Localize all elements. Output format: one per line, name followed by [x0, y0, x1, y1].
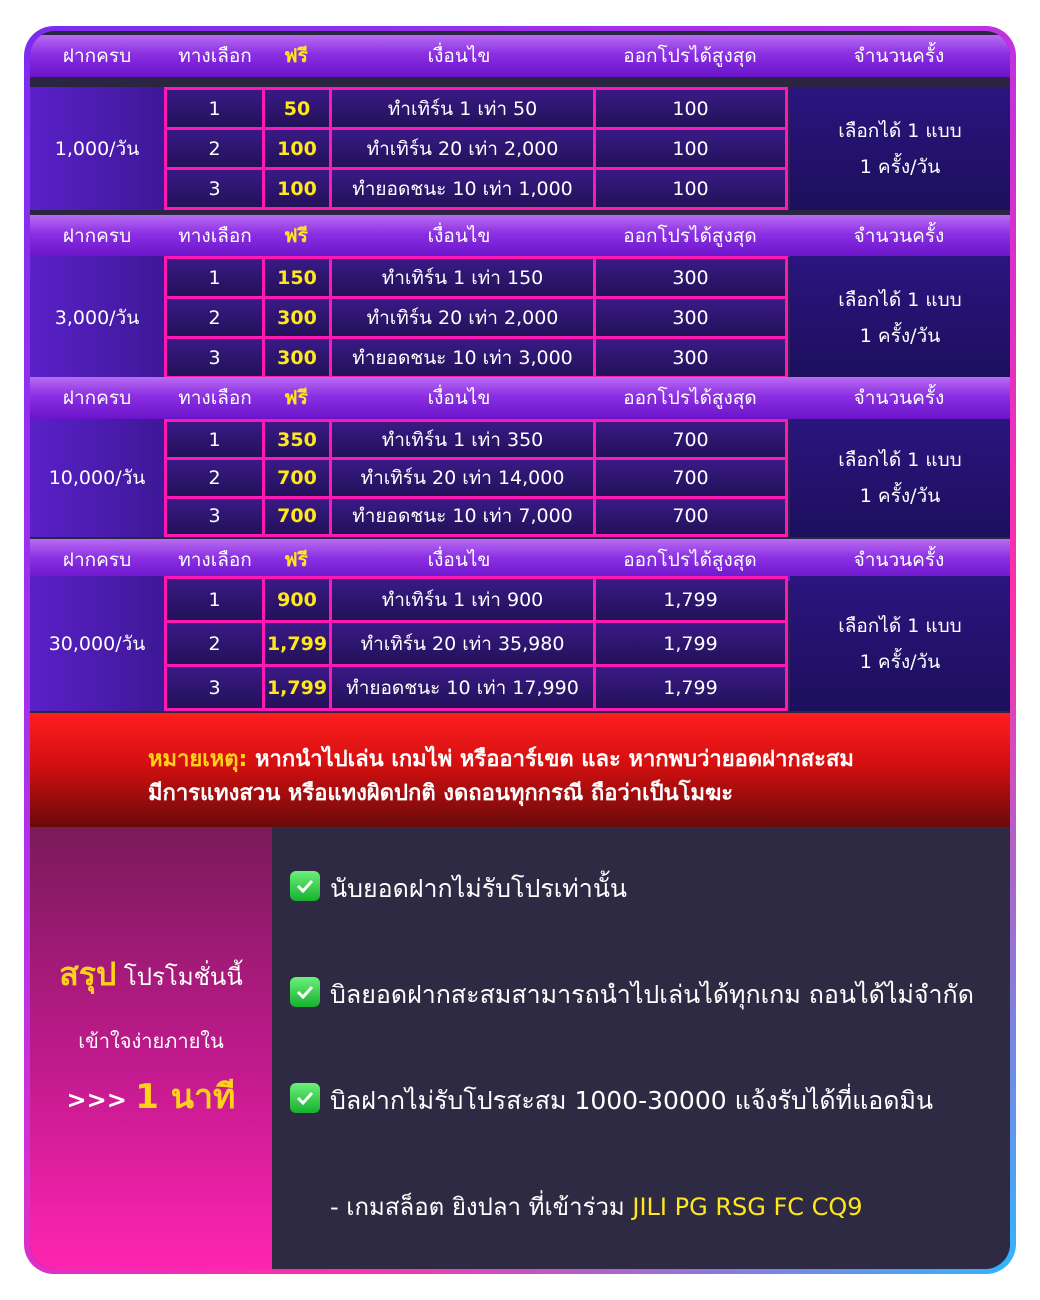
- header-condition: เงื่อนไข: [427, 225, 491, 247]
- times-cell: [790, 419, 1010, 537]
- deposit-amount: 30,000/วัน: [30, 576, 164, 711]
- cell-condition: ทำยอดชนะ 10 เท่า 3,000: [332, 339, 593, 376]
- table-header: [30, 377, 1010, 419]
- cell-max: 700: [596, 460, 785, 495]
- games-prefix: - เกมสล็อต ยิงปลา ที่เข้าร่วม: [330, 1193, 633, 1221]
- cell-max: 100: [596, 170, 785, 207]
- tier-block: [30, 256, 1010, 379]
- option-rows: [164, 87, 788, 210]
- header-max_withdraw: ออกโปรได้สูงสุด: [623, 387, 757, 409]
- cell-max: 1,799: [596, 623, 785, 664]
- cell-max: 700: [596, 422, 785, 457]
- header-option: ทางเลือก: [178, 549, 252, 571]
- table-row: [164, 299, 788, 333]
- cell-option: 3: [167, 339, 262, 376]
- cell-free: 150: [265, 259, 329, 296]
- times-line-1: เลือกได้ 1 แบบ: [838, 449, 962, 471]
- header-option: ทางเลือก: [178, 45, 252, 67]
- header-option: ทางเลือก: [178, 387, 252, 409]
- cell-option: 1: [167, 579, 262, 620]
- cell-max: 300: [596, 259, 785, 296]
- cell-free: 300: [265, 299, 329, 336]
- cell-condition: ทำเทิร์น 1 เท่า 900: [332, 579, 593, 620]
- times-line-2: 1 ครั้ง/วัน: [859, 650, 941, 673]
- promo-frame: [24, 26, 1016, 1274]
- check-item-3: บิลฝากไม่รับโปรสะสม 1000-30000 แจ้งรับได้ที่แอดมิน: [330, 1086, 934, 1115]
- cell-free: 900: [265, 579, 329, 620]
- promo-panel: [30, 31, 1010, 1269]
- summary-time: [30, 1069, 272, 1123]
- check-icon: [290, 977, 320, 1007]
- cell-max: 100: [596, 90, 785, 127]
- cell-option: 1: [167, 259, 262, 296]
- summary-panel: [30, 827, 272, 1269]
- summary-time-value: 1 นาที: [135, 1077, 236, 1117]
- cell-option: 3: [167, 667, 262, 708]
- cell-max: 1,799: [596, 579, 785, 620]
- table-row: [164, 259, 788, 293]
- cell-max: 100: [596, 130, 785, 167]
- header-free: ฟรี: [284, 387, 308, 409]
- cell-max: 300: [596, 339, 785, 376]
- cell-condition: ทำยอดชนะ 10 เท่า 17,990: [332, 667, 593, 708]
- header-times: จำนวนครั้ง: [853, 549, 945, 571]
- cell-free: 700: [265, 460, 329, 495]
- table-row: [164, 339, 788, 373]
- times-line-2: 1 ครั้ง/วัน: [859, 324, 941, 347]
- cell-condition: ทำยอดชนะ 10 เท่า 7,000: [332, 499, 593, 534]
- times-line-1: เลือกได้ 1 แบบ: [838, 288, 962, 311]
- check-item-1: นับยอดฝากไม่รับโปรเท่านั้น: [330, 874, 627, 903]
- cell-option: 2: [167, 623, 262, 664]
- check-item-2: บิลยอดฝากสะสมสามารถนำไปเล่นได้ทุกเกม ถอนได้ไม่จำกัด: [330, 980, 974, 1009]
- deposit-amount: 3,000/วัน: [30, 256, 164, 379]
- header-free: ฟรี: [284, 225, 308, 247]
- check-icon: [290, 1083, 320, 1113]
- header-times: จำนวนครั้ง: [853, 387, 945, 409]
- cell-condition: ทำเทิร์น 20 เท่า 2,000: [332, 299, 593, 336]
- cell-option: 1: [167, 422, 262, 457]
- table-header: [30, 539, 1010, 581]
- summary-arrows: >>>: [66, 1086, 136, 1114]
- header-free: ฟรี: [284, 549, 308, 571]
- header-max_withdraw: ออกโปรได้สูงสุด: [623, 225, 757, 247]
- cell-condition: ทำเทิร์น 1 เท่า 350: [332, 422, 593, 457]
- cell-free: 100: [265, 130, 329, 167]
- header-deposit: ฝากครบ: [62, 225, 132, 247]
- tier-block: [30, 87, 1010, 210]
- table-row: [164, 667, 788, 701]
- header-deposit: ฝากครบ: [62, 387, 132, 409]
- cell-option: 2: [167, 130, 262, 167]
- cell-condition: ทำยอดชนะ 10 เท่า 1,000: [332, 170, 593, 207]
- cell-free: 1,799: [265, 667, 329, 708]
- times-cell: [790, 256, 1010, 379]
- cell-condition: ทำเทิร์น 20 เท่า 35,980: [332, 623, 593, 664]
- cell-free: 300: [265, 339, 329, 376]
- tier-block: [30, 576, 1010, 711]
- cell-condition: ทำเทิร์น 20 เท่า 2,000: [332, 130, 593, 167]
- note-line-2: มีการแทงสวน หรือแทงผิดปกติ งดถอนทุกกรณี ถือว่าเป็นโมฆะ: [148, 781, 734, 806]
- check-list: [272, 827, 1010, 1269]
- header-deposit: ฝากครบ: [62, 45, 132, 67]
- header-condition: เงื่อนไข: [427, 549, 491, 571]
- summary-subtitle: เข้าใจง่ายภายใน: [78, 1029, 224, 1053]
- times-cell: [790, 87, 1010, 210]
- table-header: [30, 35, 1010, 77]
- option-rows: [164, 256, 788, 379]
- cell-option: 3: [167, 499, 262, 534]
- cell-condition: ทำเทิร์น 20 เท่า 14,000: [332, 460, 593, 495]
- table-header: [30, 215, 1010, 257]
- tier-block: [30, 419, 1010, 537]
- table-row: [164, 90, 788, 124]
- cell-free: 100: [265, 170, 329, 207]
- table-row: [164, 422, 788, 456]
- cell-condition: ทำเทิร์น 1 เท่า 150: [332, 259, 593, 296]
- deposit-amount: 10,000/วัน: [30, 419, 164, 537]
- option-rows: [164, 576, 788, 711]
- times-cell: [790, 576, 1010, 711]
- cell-free: 1,799: [265, 623, 329, 664]
- table-row: [164, 499, 788, 533]
- table-row: [164, 623, 788, 657]
- deposit-amount: 1,000/วัน: [30, 87, 164, 210]
- cell-option: 3: [167, 170, 262, 207]
- header-condition: เงื่อนไข: [427, 45, 491, 67]
- option-rows: [164, 419, 788, 537]
- table-row: [164, 170, 788, 204]
- times-line-1: เลือกได้ 1 แบบ: [838, 119, 962, 142]
- times-line-1: เลือกได้ 1 แบบ: [838, 614, 962, 637]
- header-times: จำนวนครั้ง: [853, 225, 945, 247]
- table-row: [164, 579, 788, 613]
- cell-free: 350: [265, 422, 329, 457]
- check-icon: [290, 871, 320, 901]
- note-line-1: [148, 741, 854, 776]
- header-times: จำนวนครั้ง: [853, 45, 945, 67]
- summary-title-rest: โปรโมชั่นนี้: [116, 963, 243, 991]
- cell-option: 1: [167, 90, 262, 127]
- header-max_withdraw: ออกโปรได้สูงสุด: [623, 45, 757, 67]
- cell-option: 2: [167, 460, 262, 495]
- summary-title: [30, 949, 272, 1000]
- note-banner: [30, 713, 1010, 827]
- times-line-2: 1 ครั้ง/วัน: [859, 155, 941, 178]
- games-brands: JILI PG RSG FC CQ9: [632, 1193, 863, 1221]
- table-row: [164, 130, 788, 164]
- times-line-2: 1 ครั้ง/วัน: [859, 485, 941, 507]
- cell-condition: ทำเทิร์น 1 เท่า 50: [332, 90, 593, 127]
- note-text-1: หากนำไปเล่น เกมไพ่ หรืออาร์เขต และ หากพบว่ายอดฝากสะสม: [247, 747, 854, 772]
- cell-max: 300: [596, 299, 785, 336]
- games-line: [330, 1187, 863, 1226]
- header-free: ฟรี: [284, 45, 308, 67]
- cell-max: 1,799: [596, 667, 785, 708]
- cell-free: 700: [265, 499, 329, 534]
- header-max_withdraw: ออกโปรได้สูงสุด: [623, 549, 757, 571]
- note-label: หมายเหตุ:: [148, 747, 248, 772]
- header-deposit: ฝากครบ: [62, 549, 132, 571]
- cell-option: 2: [167, 299, 262, 336]
- header-option: ทางเลือก: [178, 225, 252, 247]
- cell-max: 700: [596, 499, 785, 534]
- cell-free: 50: [265, 90, 329, 127]
- table-row: [164, 460, 788, 494]
- header-condition: เงื่อนไข: [427, 387, 491, 409]
- summary-highlight: สรุป: [59, 955, 117, 993]
